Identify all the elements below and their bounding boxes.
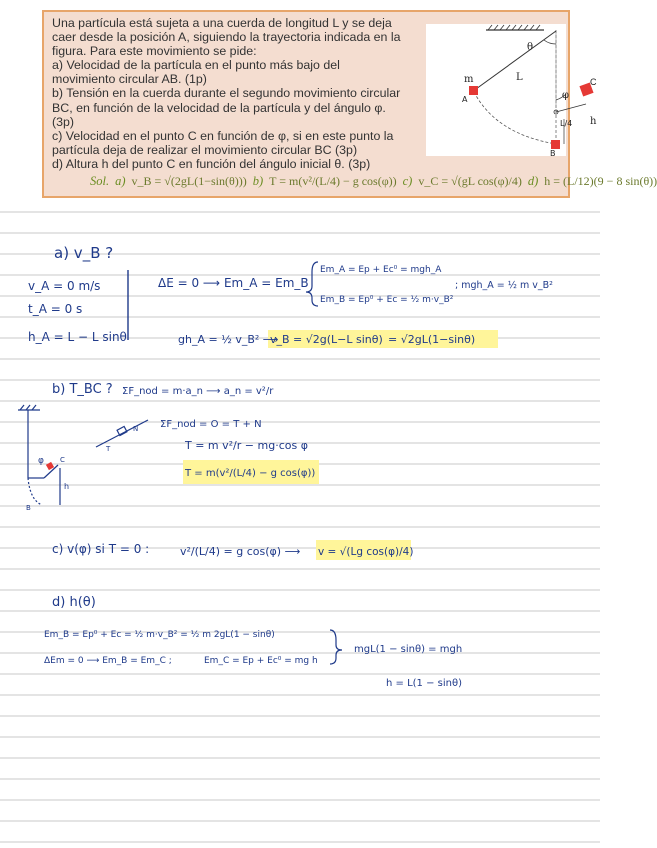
fig-phi: φ: [562, 90, 570, 101]
question-d: d) Altura h del punto C en función del ángulo inicial θ. (3p): [52, 156, 371, 171]
note-d-energy: ΔEm = 0 ⟶ Em_B = Em_C ;: [44, 656, 172, 666]
note-c-res: v = √(Lg cos(φ)/4): [318, 546, 414, 558]
note-b-title: b) T_BC ?: [52, 382, 113, 397]
question-b: b) Tensión en la cuerda durante el segundo movimiento circular BC, en función de la velocidad de la partícula y del ángulo φ. (3p): [52, 86, 401, 129]
solution-a: v_B = √(2gL(1−sin(θ))): [131, 174, 247, 188]
fig-theta: θ: [527, 42, 534, 53]
note-b-eq2: ΣF_nod = O = T + N: [160, 419, 262, 430]
note-b-eq1: ΣF_nod = m·a_n ⟶ a_n = v²/r: [122, 386, 274, 397]
note-a-ta: t_A = 0 s: [28, 302, 83, 316]
note-b-C: C: [60, 456, 65, 464]
note-b-phi: φ: [38, 456, 44, 466]
solution-d: h = (L/12)(9 − 8 sin(θ)): [544, 174, 657, 188]
note-b-eq4: T = m(v²/(L/4) − g cos(φ)): [185, 468, 316, 479]
note-a-emb: Em_B = Ep⁰ + Ec = ½ m·v_B²: [320, 295, 454, 305]
solution-c-tag: c): [402, 174, 413, 188]
fig-L: L: [516, 72, 523, 83]
note-b-T: T: [106, 445, 111, 453]
note-a-vb2: = √2gL(1−sinθ): [388, 333, 476, 346]
note-a-ha: h_A = L − L sinθ: [28, 330, 127, 344]
solution-a-tag: a): [115, 174, 126, 188]
fig-L4: L/4: [560, 119, 573, 128]
note-d-emc: Em_C = Ep + Ec⁰ = mg h: [204, 656, 318, 666]
note-a-vb1: v_B = √2g(L−L sinθ): [270, 333, 383, 346]
note-b-h: h: [64, 482, 70, 491]
problem-intro: Una partícula está sujeta a una cuerda de longitud L y se deja caer desde la posición A, siguiendo la trayectoria indicada en la figura. Para este movimiento se pide:: [52, 16, 401, 59]
note-a-ema: Em_A = Ep + Ec⁰ = mgh_A: [320, 265, 442, 275]
solution-c: v_C = √(gL cos(φ)/4): [418, 174, 522, 188]
sketch-forces: [96, 420, 148, 447]
fig-B: B: [550, 149, 556, 158]
note-d-res: h = L(1 − sinθ): [386, 678, 462, 689]
note-d-cancel: mgL(1 − sinθ) = mgh: [354, 644, 463, 655]
solution-b-tag: b): [252, 174, 264, 188]
fig-A: A: [462, 95, 468, 104]
note-a-result: gh_A = ½ v_B² ⟶: [178, 333, 279, 346]
question-c: c) Velocidad en el punto C en función de φ, si en este punto la partícula deja de realizar el movimiento circular BC (3p): [52, 128, 394, 157]
note-d-emb: Em_B = Ep⁰ + Ec = ½ m·v_B² = ½ m 2gL(1 − sinθ): [44, 630, 275, 640]
fig-h: h: [590, 116, 597, 127]
note-a-va: v_A = 0 m/s: [28, 279, 101, 293]
note-d-title: d) h(θ): [52, 595, 96, 610]
sketch-pendulum: [18, 405, 60, 505]
question-a: a) Velocidad de la partícula en el punto más bajo del movimiento circular AB. (1p): [52, 58, 340, 87]
note-b-eq3: T = m v²/r − mg·cos φ: [185, 439, 308, 452]
note-a-cancel: ; mgh_A = ½ m v_B²: [455, 280, 553, 291]
solution-label: Sol.: [90, 174, 110, 188]
fig-m: m: [464, 74, 474, 85]
note-a-energy: ΔE = 0 ⟶ Em_A = Em_B: [158, 276, 309, 290]
note-a-title: a) v_B ?: [54, 244, 114, 262]
fig-C: C: [590, 77, 597, 87]
brace-d: [330, 630, 342, 664]
note-b-N: N: [133, 425, 139, 433]
note-b-B: B: [26, 504, 31, 512]
sketch-mass: [46, 462, 54, 470]
solution-b: T = m(v²/(L/4) − g cos(φ)): [269, 174, 397, 188]
note-c-title: c) v(φ) si T = 0 :: [52, 542, 150, 556]
note-c-eq: v²/(L/4) = g cos(φ) ⟶: [180, 545, 301, 558]
solution-d-tag: d): [527, 174, 539, 188]
